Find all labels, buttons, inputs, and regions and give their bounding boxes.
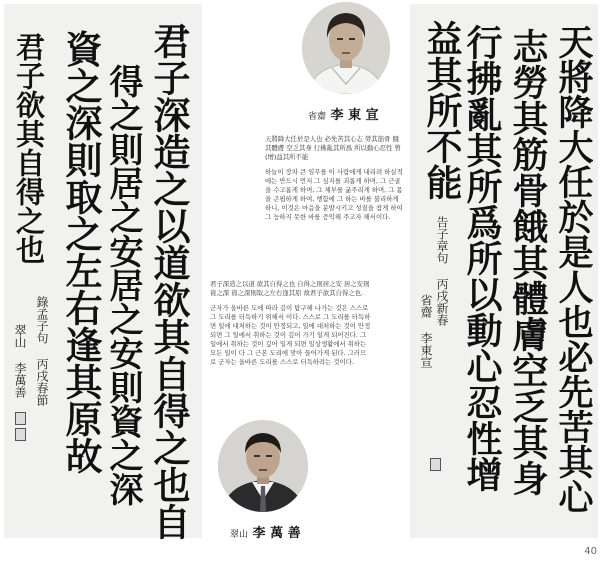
left-scroll-column-1: 君子深造之以道欲其自得之也自 (147, 22, 191, 540)
left-scroll-inscription-line-1: 錄孟子句 丙戌春節 (35, 296, 49, 406)
right-scroll-column-3: 行拂亂其所爲所以動心忍性增 (461, 24, 503, 492)
right-scroll-korean-text: 하늘이 장차 큰 임무를 이 사람에게 내리려 하실적에는 반드시 먼저 그 심지를 괴롭게 하며, 그 근골을 수고롭게 하며, 그 체부를 굶주리게 하며, 그 몸을 곤핍하게 하여, 행함에 그 하는 바를 불리하게 하니, 이것은 마음을 분발시키고 성질을 참게 하여 그 능하지 못한 바를 증익해 주고자 해서이다. (265, 168, 403, 221)
right-scroll-signature: 省齋 李東宣 (419, 294, 433, 368)
top-author-caption (308, 104, 379, 123)
left-scroll-signature: 翠山 李萬善 (13, 324, 27, 398)
right-scroll-hanmun-text: 天將降大任於是人也 必先苦其心志 勞其筋骨 餓其體膚 空乏其身 行拂亂其所爲 所以動心忍性 曾(增)益其所不能 (265, 135, 401, 161)
left-scroll-column-2: 得之則居之安居之安則資之深 (103, 64, 143, 506)
top-author-pen-name: 省齋 (308, 112, 327, 122)
left-scroll-seal (15, 412, 26, 425)
page-number: 40 (584, 546, 597, 557)
left-scroll-translation (210, 280, 372, 373)
left-scroll-korean-text: 군자가 올바른 도에 따라 깊이 탐구해 나가는 것은 스스로 그 도리를 터득하기 위해서 이다. 스스로 그 도리를 터득하면 일에 대처하는 것이 안정되고, 일에 대처하는 것이 안정되면 그 일에서 취하는 것이 깊어 가기 일게 되어진다. 그 일에서 취하는 것이 깊어 일게 되면 일상생활에서 취하는 모든 일이 다 그 근본 도리에 맞아 들어가게 된다. 그러므로 군자는 올바른 도리를 스스로 터득하려는 것이다. (210, 304, 371, 366)
left-scroll-column-4: 君子欲其自得之也 (12, 32, 46, 264)
portrait-top-photo (302, 2, 390, 94)
bottom-author-caption (230, 522, 301, 541)
right-scroll-seal (430, 458, 441, 471)
right-scroll-inscription-line-1: 告子章句 丙戌新春 (435, 216, 449, 326)
right-scroll-column-1: 天將降大任於是人也必先苦其心 (553, 24, 594, 514)
portrait-bottom-image (218, 420, 308, 512)
right-scroll-column-4: 益其所不能 (421, 20, 463, 200)
top-author-name: 李 東 宣 (330, 108, 379, 123)
right-calligraphy-scroll (410, 4, 598, 538)
bottom-author-pen-name: 翠山 (230, 530, 249, 540)
portrait-bottom-photo (218, 420, 308, 512)
left-calligraphy-scroll (4, 4, 202, 538)
bottom-author-name: 李 萬 善 (252, 526, 301, 541)
right-scroll-column-2: 志勞其筋骨餓其體膚空乏其身 (507, 28, 549, 496)
right-scroll-translation (265, 135, 403, 228)
left-scroll-hanmun-text: 君子深造之以道 欲其自得之也 自得之則居之安 居之安則資之深 資之深則取之左右逢其原 故君子欲其自得之也. (210, 280, 370, 297)
portrait-top-image (302, 2, 390, 94)
left-scroll-column-3: 資之深則取之左右逢其原故 (59, 30, 103, 474)
left-scroll-seal-2 (15, 428, 26, 441)
